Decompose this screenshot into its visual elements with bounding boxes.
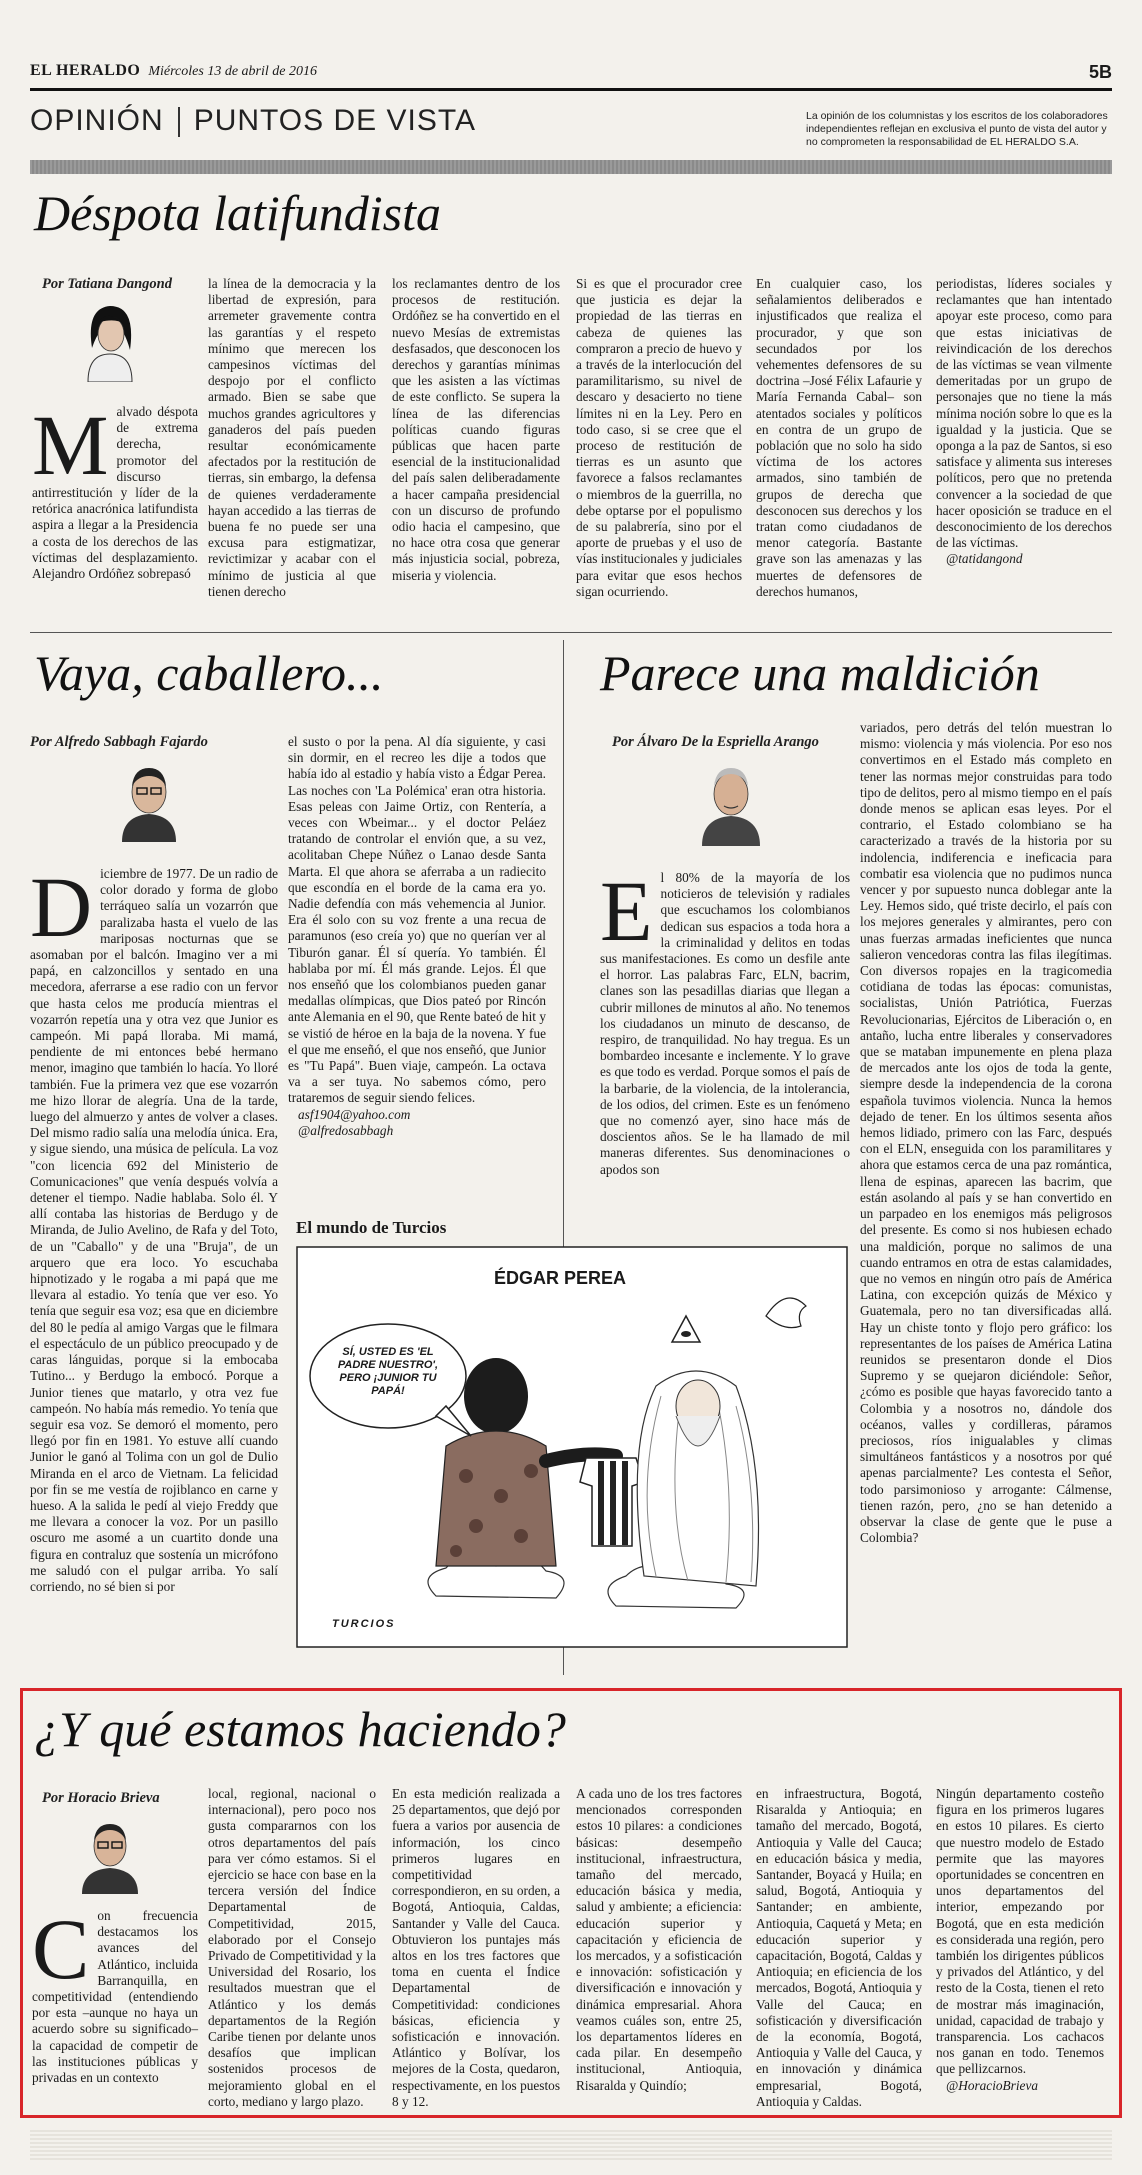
article3-text: variados, pero detrás del telón muestran lo mismo: violencia y más violencia. Por eso nos convertimos en el Estado más completo en tener las normas mejor construidas para todo tipo de delitos, pero al mismo tiempo en el país donde menos se aplican esas leyes. Por el contrario, el Estado colombiano se ha caracterizado a través de la historia por su indolencia, indiferencia e ineficacia para combatir esa violencia que no pudimos nunca vencer y por supuesto nunca doblegar ante la Ley. Hemos sido, qué triste decirlo, el país con los mejores generales y almirantes, pero con unas fuerzas armadas ineficientes que nunca salieron vencedoras contra las filas ilegítimas. Con diversos ropajes en la tragicomedia cotidiana de todas las épocas: comunistas, socialistas, Unión Patriótica, Fuerzas Revolucionarias, Ejércitos de Liberación o, en antaño, lucha entre liberales y conservadores que se mataban impunemente en plena plaza de mercados ante los ojos de toda la gente, siempre desde la independencia de la corona española tuvimos violencia. Nunca la hemos dejado de tener. En los últimos sesenta años hemos lidiado, primero con las Farc, después con el ELN, enseguida con los paramilitares y ahora que estamos cerca de una paz romántica, llena de espinas, aparecen las bacrim, que están asolando al país y se han convertido en un parpadeo en los enemigos más peligrosos del presente. Es como si nos hubiesen echado una maldición, porque no salimos de una cuando entramos en otra de estas calamidades, que no vemos en ningún otro país de América Latina, con excepción quizás de México y Guatemala, pero no tan diversificadas allá. Hay un chiste tonto y flojo pero gráfico: los representantes de los países de América Latina reunidos se presentaron donde el Dios Supremo y se quejaron diciéndole: Señor, ¿cómo es posible que hayas favorecido tanto a Colombia y a nosotros no, dándole dos océanos, valles y cordilleras, páramos preciosos, ríos inigualables y climas simultáneos fantásticos y a nosotros por qué apenas parcialmente? Les contesta el Señor, todo parsimonioso y arrogante: Cálmense, tienen razón, pero, ¿no se han detenido a observar la clase de gente que le puse a Colombia?: [860, 720, 1112, 1546]
avatar-horacio: [76, 1812, 144, 1894]
cartoon-illustration: [296, 1246, 848, 1648]
masthead-rule: [30, 88, 1112, 91]
article2-dropcap: D: [30, 859, 93, 955]
avatar-alfredo: [114, 756, 184, 842]
article4-byline: Por Horacio Brieva: [42, 1790, 160, 1806]
article4-text: en infraestructura, Bogotá, Risaralda y Antioquia; en tamaño del mercado, Bogotá, Antioquia y Valle del Cauca; en educación básica y media, Santander, Boyacá y Huila; en salud, Bogotá, Antioquia y Santander; en ambiente, Antioquia, Caquetá y Meta; en educación superior y capacitación, Bogotá, Caldas y Antioquia; en eficiencia de los mercados, Bogotá, Antioquia y Valle del Cauca; en sofisticación y diversificación de la economía, Bogotá, Antioquia y Valle del Cauca, y en innovación y dinámica empresarial, Bogotá, Antioquia y Caldas.: [756, 1786, 922, 2109]
article4-col3: [392, 1786, 560, 2110]
article1-col2: [208, 276, 376, 600]
article1-col4: [576, 276, 742, 600]
article3-col2: [860, 720, 1112, 1546]
article4-col6: [936, 1786, 1104, 2094]
article2-text: el susto o por la pena. Al día siguiente, y casi sin dormir, en el recreo les dije a todos que había ido al estadio y había visto a Édgar Perea. Las noches con 'La Polémica' eran otra historia. Esas peleas con Jaime Ortiz, con Rentería, a veces con Wbeimar... y el doctor Peláez tratando de controlar el envión que, a su vez, acolitaban Chepe Núñez o Lanao desde Santa Marta. El que ahora se aferraba a un radiecito que escondía en el borde de la cama era yo. Nadie defendía con más vehemencia al Junior. Era él solo con su voz frente a una recua de paramunos (eso creía yo) que no querían ver al Tiburón ganar. Él sí quería. Yo también. Él hablaba por mí. Él más grande. Lejos. Él que nos enseñó que los colombianos pueden ganar medallas olímpicas, que Dios pateó por Rincón ante Alemania en el 90, que Rente bateó de hit y se vistió de héroe en la baja de la novena. Y fue el que me enseñó, el que nos enseñó, que Junior es "Tu Papá". Buen viaje, campeón. La octava va a ser tuya. No sabemos cómo, pero trataremos de seguir siendo felices.: [288, 734, 546, 1106]
article4-text: A cada uno de los tres factores mencionados corresponden estos 10 pilares: a condiciones básicas: desempeño institucional, infraestructura, tamaño del mercado, educación básica y media, salud y ambiente; a eficiencia: educación superior y capacitación y eficiencia de los mercados, y a sofisticación e innovación: sofisticación y diversificación e innovación y dinámica empresarial. Ahora veamos cuáles son, entre 25, los departamentos líderes en cada pilar. En desempeño institucional, Antioquia, Risaralda y Quindío;: [576, 1786, 742, 2093]
avatar-tatiana: [74, 298, 146, 382]
masthead: [30, 62, 1112, 84]
cartoon-banner: ÉDGAR PEREA: [494, 1268, 627, 1288]
article2-text: iciembre de 1977. De un radio de color dorado y forma de globo terráqueo salía un vozarrón que paralizaba hasta el vuelo de las mariposas nocturnas que se asomaban por el balcón. Imagino ver a mi papá, en calzoncillos y sentado en una mecedora, aferrarse a ese radio con un fervor que hasta celos me producía mientras el vozarrón repetía una y otra vez que Junior es campeón. Mi papá lloraba. Mi mamá, pendiente de mi entonces bebé hermano menor, imagino que también lo hacía. Yo lloré también. Fue la primera vez que ese vozarrón me hizo llorar de alegría. Una de la tarde, luego del almuerzo y antes de volver a clases. Del mismo radio salía una melodía única. Era, y sigue siendo, una música de película. La voz "con licencia 692 del Ministerio de Comunicaciones" que venía después volvía a detener el tiempo. Nadie hablaba. Solo él. Y allí contaba las historias de Berdugo y de Miranda, de Julio Avelino, de Rafa y del Toto, de un "Caballo" y de una "Bruja", de un arquero que era loco. Yo escuchaba hipnotizado y le rogaba a mi papá que me llevara al estadio. Yo tenía que ver eso. Yo tenía que seguir esa voz; esa que en diciembre del 80 le pedía al amigo Vargas que le filmara el espectáculo de un público preocupado y de caras lánguidas, porque si la embocaba Tutino... y Berdugo la embocó. Porque a Junior tienes que matarlo, y otra vez fue campeón. No había más remedio. Yo tenía que seguir esa voz. Se demoró el momento, pero llegó por fin en 1981. Yo estuve allí cuando Junior le ganó al Tolima con un gol de Dulio Miranda en el arco de Vietnam. La felicidad por fin se me vestía de rojiblanco en carne y hueso. A la salida le pedí al viejo Freddy que me llevara a conocer la voz. Por un pasillo oscuro me asomé a un cuartito donde una figura en contraluz que sostenía un micrófono me saludó con el pulgar arriba. Yo salí corriendo, no sé bien si por: [30, 866, 278, 1594]
article1-text: periodistas, líderes sociales y reclamantes que han intentado apoyar este proceso, como para que estas iniciativas de reivindicación de los derechos de las víctimas se vean vilmente demeritadas por un grupo de personajes que no tiene la más mínima noción sobre lo que es la igualdad y la justicia. Que se oponga a la paz de Santos, si eso satisface y alimenta sus intereses políticos, pero que no pretenda convencer a la sociedad de que hacer oposición se traduce en el desconocimiento de los derechos de las víctimas.: [936, 276, 1112, 551]
article2-headline: Vaya, caballero...: [34, 645, 384, 701]
paper-name: EL HERALDO: [30, 62, 141, 79]
avatar-alvaro: [696, 756, 766, 846]
section-puntos: PUNTOS DE VISTA: [193, 104, 476, 137]
article2-email: asf1904@yahoo.com: [298, 1106, 411, 1122]
article4-text: Ningún departamento costeño figura en los primeros lugares en estos 10 pilares. Es cierto que nuestro modelo de Estado permite que las mayores oportunidades se concentren en unos departamentos del interior, empezando por Bogotá, que en esta medición es considerada una región, pero también los dirigentes públicos y privados del Atlántico, y del resto de la Costa, tienen el reto de mostrar más imaginación, unidad, capacidad de trabajo y transparencia. Los cachacos nos ganan en todo. Tenemos que pellizcarnos.: [936, 1786, 1104, 2077]
article4-text: local, regional, nacional o internacional), pero poco nos gusta compararnos con los otros departamentos del país para ver cómo estamos. Si el ejercicio se hace con base en la tercera versión del Índice Departamental de Competitividad, 2015, elaborado por el Consejo Privado de Competitividad y la Universidad del Rosario, los resultados muestran que el Atlántico y los demás departamentos de la Región Caribe tienen por delante unos desafíos que implican sostenidos procesos de mejoramiento global en el corto, mediano y largo plazo.: [208, 1786, 376, 2109]
article2-col1: [30, 859, 278, 1595]
page-number: 5B: [1088, 62, 1112, 82]
article1-byline: Por Tatiana Dangond: [42, 276, 172, 292]
article4-headline: ¿Y qué estamos haciendo?: [34, 1701, 566, 1757]
divider: [30, 632, 1112, 633]
article2-twitter: @alfredosabbagh: [298, 1122, 394, 1138]
cartoon-panel: [296, 1246, 848, 1648]
article3-text: l 80% de la mayoría de los noticieros de televisión y radiales que escuchamos los colombianos dedican sus espacios a toda hora a la criminalidad y delitos en todas sus manifestaciones. Es como un desfile ante el horror. Las palabras Farc, ELN, bacrim, clanes son las pesadillas diarias que llegan a cubrir millones de minutos al año. No tenemos los ciudadanos un minuto de descanso, de respiro, de tranquilidad. No hay tregua. Es un bombardeo incesante e inclemente. Y lo grave es que todo es verdad. Porque somos el país de la barbarie, de la violencia, de la intolerancia, de los odios, del crimen. Este es un fenómeno que no comenzó ayer, sino hace más de doscientos años. Se le ha llamado de mil maneras diferentes. Sus denominaciones o apodos son: [600, 870, 850, 1177]
article4-dropcap: C: [32, 1901, 90, 1997]
article2-col2: [288, 734, 546, 1139]
article1-text: los reclamantes dentro de los procesos de restitución. Ordóñez se ha convertido en el nuevo Mesías de extremistas desfasados, que desconocen los derechos y garantías mínimas que les asisten a las víctimas de este conflicto. Se supera la línea de las diferencias políticas cuando figuras públicas que hacen parte esencial de la institucionalidad del país salen deliberadamente a hacer campaña presidencial con un discurso de profundo odio hacia el campesino, que no hace otra cosa que generar más injusticia social, pobreza, miseria y violencia.: [392, 276, 560, 583]
article1-col1: [32, 397, 198, 582]
article1-text: Si es que el procurador cree que justicia es dejar la propiedad de las tierras en cabeza de quienes las compraron a precio de huevo y a través de la interlocución del paramilitarismo, su nivel de descaro y desacierto no tiene límites ni en la Ley. Pero en todo caso, si se cree que el proceso de restitución de tierras es un asunto que favorece a falsos reclamantes o miembros de la guerrilla, no debe optarse por el populismo de su palabrería, sino por el aporte de pruebas y el uso de vías institucionales y judiciales para evitar que esos hechos sigan ocurriendo.: [576, 276, 742, 599]
article1-col3: [392, 276, 560, 584]
section-band: [30, 160, 1112, 174]
article1-text: alvado déspota de extrema derecha, promotor del discurso antirrestitución y líder de la retórica anacrónica latifundista aspira a llegar a la Presidencia a costa de los derechos de las víctimas del desplazamiento. Alejandro Ordóñez sobrepasó: [32, 404, 198, 582]
article4-col5: [756, 1786, 922, 2110]
section-header: [30, 104, 476, 138]
article4-col1: [32, 1901, 198, 2086]
disclaimer: La opinión de los columnistas y los escritos de los colaboradores independientes reflejan en exclusiva el punto de vista del autor y no comprometen la responsabilidad de EL HERALDO S.A.: [806, 110, 1108, 148]
article4-col2: [208, 1786, 376, 2110]
article3-dropcap: E: [600, 863, 653, 959]
article1-twitter: @tatidangond: [946, 551, 1023, 567]
article3-headline: Parece una maldición: [600, 645, 1040, 701]
article1-text: la línea de la democracia y la libertad de expresión, para arremeter gravemente contra las garantías y el respeto mínimo que merecen los campesinos víctimas del despojo por el conflicto armado. Bien se sabe que muchos grandes agricultores y ganaderos del país pueden resultar económicamente afectados por la restitución de tierras, sin embargo, la defensa de quienes verdaderamente hayan accedido a las tierras de buena fe no puede ser una excusa para estigmatizar, revictimizar y acabar con el mínimo de justicia al que tienen derecho: [208, 276, 376, 599]
article1-col6: [936, 276, 1112, 568]
cartoon-signature: TURCIOS: [332, 1618, 396, 1630]
article3-col1: [600, 863, 850, 1178]
article1-text: En cualquier caso, los señalamientos deliberados e injustificados que realiza el procurador, y que son secundados por los vehementes defensores de su doctrina –José Félix Lafaurie y María Fernanda Cabal– son atentados sociales y políticos en contra de un grupo de población que no solo ha sido víctima de los actores armados, sino también de grupos de derecha que desconocen sus derechos y los tratan como ciudadanos de menor categoría. Bastante grave son las amenazas y las muertes de defensores de derechos humanos,: [756, 276, 922, 599]
bottom-margin: [30, 2130, 1112, 2160]
article1-headline: Déspota latifundista: [34, 185, 441, 241]
article1-col5: [756, 276, 922, 600]
section-divider: [178, 107, 180, 137]
article4-twitter: @HoracioBrieva: [946, 2077, 1038, 2093]
cartoon-title: El mundo de Turcios: [296, 1218, 447, 1237]
article3-byline: Por Álvaro De la Espriella Arango: [612, 734, 819, 750]
article4-col4: [576, 1786, 742, 2094]
issue-date: Miércoles 13 de abril de 2016: [148, 64, 317, 79]
section-opinion: OPINIÓN: [30, 104, 164, 137]
article4-text: En esta medición realizada a 25 departamentos, que dejó por fuera a varios por ausencia de información, los cinco primeros lugares en competitividad correspondieron, en su orden, a Bogotá, Antioquia, Caldas, Santander y Valle del Cauca. Obtuvieron los puntajes más altos en los tres factores que toma en cuenta el Índice Departamental de Competitividad: condiciones básicas, eficiencia y sofisticación e innovación. Atlántico y Bolívar, los mejores de la Costa, quedaron, respectivamente, en los puestos 8 y 12.: [392, 1786, 560, 2109]
cartoon-speech: SÍ, USTED ES 'EL PADRE NUESTRO', PERO ¡JUNIOR TU PAPÁ!: [337, 1346, 439, 1397]
article1-dropcap: M: [32, 397, 109, 493]
article4-text: on frecuencia destacamos los avances del Atlántico, incluida Barranquilla, en competitividad (entendiendo por esta –aunque no haya un acuerdo sobre su significado– la capacidad de competir de las instituciones públicas y privadas en un contexto: [32, 1908, 198, 2086]
article2-byline: Por Alfredo Sabbagh Fajardo: [30, 734, 208, 750]
